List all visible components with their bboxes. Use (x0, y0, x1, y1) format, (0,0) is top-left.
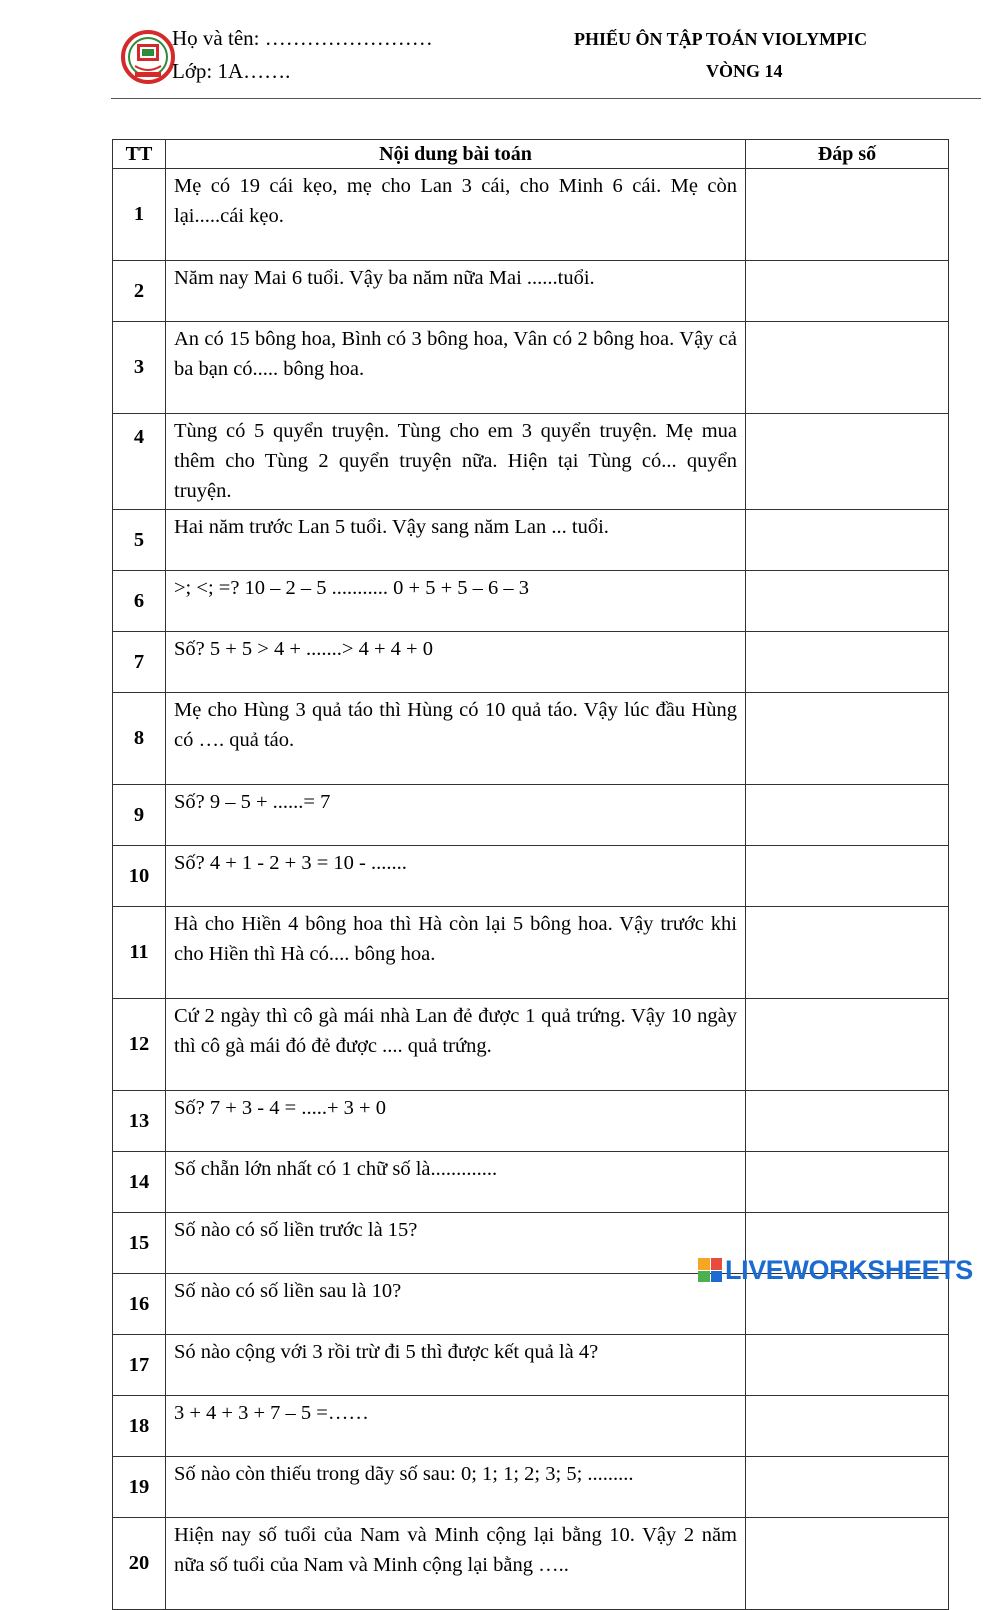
question-number: 16 (113, 1274, 166, 1335)
question-number: 11 (113, 907, 166, 999)
question-text: Cứ 2 ngày thì cô gà mái nhà Lan đẻ được 1 quả trứng. Vậy 10 ngày thì cô gà mái đó đẻ được .... quả trứng. (166, 999, 746, 1091)
answer-cell[interactable] (746, 1457, 949, 1518)
question-text: Mẹ cho Hùng 3 quả táo thì Hùng có 10 quả táo. Vậy lúc đầu Hùng có …. quả táo. (166, 693, 746, 785)
table-row (113, 907, 949, 999)
col-header-answer: Đáp số (746, 140, 949, 169)
question-text: Hà cho Hiền 4 bông hoa thì Hà còn lại 5 bông hoa. Vậy trước khi cho Hiền thì Hà có.... bông hoa. (166, 907, 746, 999)
name-label: Họ và tên: …………………… (172, 26, 433, 50)
answer-cell[interactable] (746, 1396, 949, 1457)
class-label: Lớp: 1A……. (172, 59, 291, 83)
question-number: 1 (113, 169, 166, 261)
question-text: Só nào cộng với 3 rồi trừ đi 5 thì được kết quả là 4? (166, 1335, 746, 1396)
question-text: Số nào còn thiếu trong dãy số sau: 0; 1; 1; 2; 3; 5; ......... (166, 1457, 746, 1518)
table-row (113, 169, 949, 261)
table-row (113, 1396, 949, 1457)
question-number: 14 (113, 1152, 166, 1213)
question-text: Số nào có số liền sau là 10? (166, 1274, 746, 1335)
answer-cell[interactable] (746, 1518, 949, 1610)
answer-cell[interactable] (746, 510, 949, 571)
question-text: Số? 7 + 3 - 4 = .....+ 3 + 0 (166, 1091, 746, 1152)
question-text: Tùng có 5 quyển truyện. Tùng cho em 3 quyển truyện. Mẹ mua thêm cho Tùng 2 quyển truyện nữa. Hiện tại Tùng có... quyển truyện. (166, 414, 746, 510)
question-number: 7 (113, 632, 166, 693)
question-text: 3 + 4 + 3 + 7 – 5 =…… (166, 1396, 746, 1457)
question-number: 2 (113, 261, 166, 322)
question-text: Hai năm trước Lan 5 tuổi. Vậy sang năm Lan ... tuổi. (166, 510, 746, 571)
table-row (113, 261, 949, 322)
table-row (113, 632, 949, 693)
question-number: 10 (113, 846, 166, 907)
question-number: 3 (113, 322, 166, 414)
question-number: 9 (113, 785, 166, 846)
answer-cell[interactable] (746, 907, 949, 999)
table-row (113, 510, 949, 571)
answer-cell[interactable] (746, 1091, 949, 1152)
question-number: 6 (113, 571, 166, 632)
table-row (113, 414, 949, 510)
question-number: 19 (113, 1457, 166, 1518)
question-number: 5 (113, 510, 166, 571)
answer-cell[interactable] (746, 169, 949, 261)
question-text: Số chẵn lớn nhất có 1 chữ số là............. (166, 1152, 746, 1213)
table-row (113, 693, 949, 785)
question-number: 15 (113, 1213, 166, 1274)
question-number: 13 (113, 1091, 166, 1152)
round-label: VÒNG 14 (706, 61, 783, 81)
answer-cell[interactable] (746, 846, 949, 907)
question-text: An có 15 bông hoa, Bình có 3 bông hoa, Vân có 2 bông hoa. Vậy cả ba bạn có..... bông hoa. (166, 322, 746, 414)
liveworksheets-icon (698, 1258, 722, 1282)
question-number: 8 (113, 693, 166, 785)
question-number: 18 (113, 1396, 166, 1457)
question-number: 20 (113, 1518, 166, 1610)
table-row (113, 1518, 949, 1610)
table-row (113, 322, 949, 414)
answer-cell[interactable] (746, 632, 949, 693)
table-row (113, 571, 949, 632)
question-number: 4 (113, 414, 166, 510)
answer-cell[interactable] (746, 1335, 949, 1396)
answer-cell[interactable] (746, 693, 949, 785)
answer-cell[interactable] (746, 571, 949, 632)
col-header-number: TT (113, 140, 166, 169)
answer-cell[interactable] (746, 1152, 949, 1213)
question-text: Năm nay Mai 6 tuổi. Vậy ba năm nữa Mai ......tuổi. (166, 261, 746, 322)
table-row (113, 1457, 949, 1518)
table-row (113, 785, 949, 846)
question-text: Mẹ có 19 cái kẹo, mẹ cho Lan 3 cái, cho Minh 6 cái. Mẹ còn lại.....cái kẹo. (166, 169, 746, 261)
answer-cell[interactable] (746, 414, 949, 510)
page-title: PHIẾU ÔN TẬP TOÁN VIOLYMPIC (574, 29, 868, 49)
table-row (113, 846, 949, 907)
answer-cell[interactable] (746, 785, 949, 846)
question-text: Số? 9 – 5 + ......= 7 (166, 785, 746, 846)
question-text: Số? 4 + 1 - 2 + 3 = 10 - ....... (166, 846, 746, 907)
table-row (113, 999, 949, 1091)
brand-text: LIVEWORKSHEETS (725, 1254, 973, 1285)
answer-cell[interactable] (746, 322, 949, 414)
question-text: >; <; =? 10 – 2 – 5 ........... 0 + 5 + 5 – 6 – 3 (166, 571, 746, 632)
header-divider (111, 98, 981, 99)
liveworksheets-brand (698, 1255, 973, 1285)
col-header-content: Nội dung bài toán (166, 140, 746, 169)
question-text: Hiện nay số tuổi của Nam và Minh cộng lại bằng 10. Vậy 2 năm nữa số tuổi của Nam và Minh cộng lại bằng ….. (166, 1518, 746, 1610)
question-number: 17 (113, 1335, 166, 1396)
table-row (113, 1091, 949, 1152)
school-logo (121, 24, 175, 90)
question-text: Số nào có số liền trước là 15? (166, 1213, 746, 1274)
table-header-row (113, 140, 949, 169)
question-text: Số? 5 + 5 > 4 + .......> 4 + 4 + 0 (166, 632, 746, 693)
answer-cell[interactable] (746, 261, 949, 322)
table-row (113, 1152, 949, 1213)
question-table (112, 139, 949, 1610)
answer-cell[interactable] (746, 999, 949, 1091)
table-row (113, 1335, 949, 1396)
question-number: 12 (113, 999, 166, 1091)
